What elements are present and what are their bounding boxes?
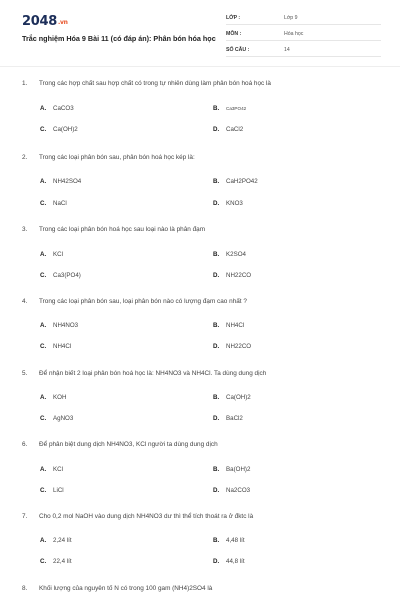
question-text: 5. Để nhận biết 2 loại phân bón hoá học là: NH4NO3 và NH4Cl. Ta dùng dung dịch	[22, 370, 267, 377]
option-c[interactable]: C. 22,4 lít	[40, 558, 72, 565]
meta-value: 14	[284, 47, 290, 53]
meta-row-class	[226, 13, 381, 25]
option-b[interactable]: B. 4,48 lít	[213, 537, 245, 544]
question-text: 6. Để phân biệt dung dịch NH4NO3, KCl người ta dùng dung dịch	[22, 441, 218, 448]
option-a[interactable]: A. KOH	[40, 394, 67, 401]
meta-label: SỐ CÂU :	[226, 47, 250, 53]
question-text: 7. Cho 0,2 mol NaOH vào dung dịch NH4NO3 dư thì thể tích thoát ra ở đktc là	[22, 513, 254, 520]
option-a[interactable]: A. KCl	[40, 251, 63, 258]
option-b[interactable]: B. K2SO4	[213, 251, 246, 258]
option-d[interactable]: D. CaCl2	[213, 126, 244, 133]
option-d[interactable]: D. BaCl2	[213, 415, 243, 422]
meta-value: Lớp 9	[284, 15, 298, 21]
option-d[interactable]: D. 44,8 lít	[213, 558, 245, 565]
option-b[interactable]: B. NH4Cl	[213, 322, 245, 329]
header-divider	[0, 66, 400, 67]
question-text: 3. Trong các loại phân bón hoá học sau loại nào là phân đạm	[22, 226, 206, 233]
option-c[interactable]: C. NH4Cl	[40, 343, 72, 350]
page-header	[0, 0, 400, 75]
option-a[interactable]: A. KCl	[40, 466, 63, 473]
option-b[interactable]: B. Ca3PO42	[213, 105, 247, 112]
question-text: 4. Trong các loại phân bón sau, loại phân bón nào có lượng đạm cao nhất ?	[22, 298, 247, 305]
option-a[interactable]: A. NH42SO4	[40, 178, 82, 185]
option-d[interactable]: D. Na2CO3	[213, 487, 251, 494]
option-a[interactable]: A. 2,24 lít	[40, 537, 72, 544]
option-b[interactable]: B. CaH2PO42	[213, 178, 258, 185]
meta-label: MÔN :	[226, 31, 242, 37]
question-text: 8. Khối lượng của nguyên tố N có trong 100 gam (NH4)2SO4 là	[22, 585, 213, 592]
meta-row-count	[226, 45, 381, 57]
option-c[interactable]: C. LiCl	[40, 487, 64, 494]
option-a[interactable]: A. NH4NO3	[40, 322, 79, 329]
question-text: 1. Trong các hợp chất sau hợp chất có trong tự nhiên dùng làm phân bón hoá học là	[22, 80, 271, 87]
site-logo[interactable]: 2048.vn	[22, 14, 68, 29]
option-d[interactable]: D. NH22CO	[213, 343, 252, 350]
option-c[interactable]: C. Ca(OH)2	[40, 126, 78, 133]
option-b[interactable]: B. Ca(OH)2	[213, 394, 251, 401]
question-text: 2. Trong các loại phân bón sau, phân bón hoá học kép là:	[22, 154, 195, 161]
meta-label: LỚP :	[226, 15, 241, 21]
option-c[interactable]: C. AgNO3	[40, 415, 74, 422]
option-c[interactable]: C. NaCl	[40, 200, 67, 207]
page-title: Trắc nghiệm Hóa 9 Bài 11 (có đáp án): Phân bón hóa học	[22, 34, 216, 43]
meta-row-subject	[226, 29, 381, 41]
option-a[interactable]: A. CaCO3	[40, 105, 74, 112]
option-c[interactable]: C. Ca3(PO4)	[40, 272, 81, 279]
option-b[interactable]: B. Ba(OH)2	[213, 466, 251, 473]
option-d[interactable]: D. KNO3	[213, 200, 243, 207]
meta-value: Hóa học	[284, 31, 304, 37]
option-d[interactable]: D. NH22CO	[213, 272, 252, 279]
